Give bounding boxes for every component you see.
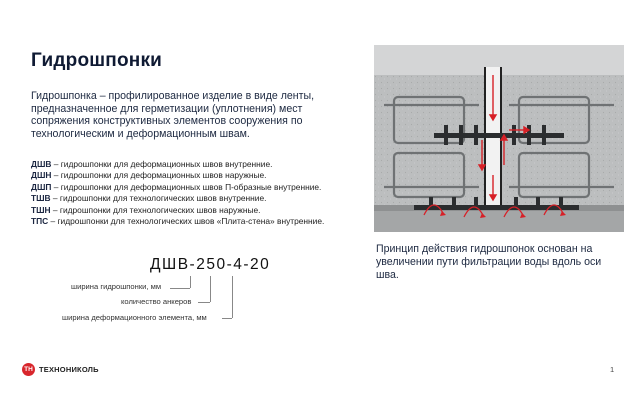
definition-code: ДШП (31, 181, 52, 192)
definition-code: ТШН (31, 204, 51, 215)
waterstop-diagram (374, 45, 624, 232)
definition-item (31, 170, 336, 181)
leader-line (222, 318, 232, 319)
illustration-caption: Принцип действия гидрошпонок основан на увеличении пути фильтрации воды вдоль оси шва. (376, 243, 602, 281)
definition-text: – гидрошпонки для деформационных швов внутренние. (51, 159, 273, 169)
leader-line (198, 302, 210, 303)
leader-line (170, 288, 190, 289)
definition-item (31, 205, 336, 216)
definition-text: – гидрошпонки для технологических швов внутренние. (50, 193, 267, 204)
definition-code: ТШВ (31, 193, 51, 204)
definition-text: – гидрошпонки для технологических швов наружные. (50, 204, 261, 215)
definition-item (31, 193, 336, 204)
page-number: 1 (610, 365, 615, 374)
logo-mark: ТН (22, 363, 35, 376)
leader-line (232, 276, 233, 318)
formula-label-width: ширина гидрошпонки, мм (71, 282, 162, 291)
leader-line (210, 276, 211, 302)
waterstop-illustration (374, 45, 624, 232)
definition-text: – гидрошпонки для деформационных швов П-образные внутренние. (51, 181, 322, 192)
definitions-list (31, 159, 336, 227)
definition-item (31, 159, 336, 170)
brand-logo (22, 363, 99, 376)
definition-text: – гидрошпонки для технологических швов «Плита-стена» внутренние. (48, 216, 325, 227)
page-title: Гидрошпонки (31, 50, 163, 71)
definition-item (31, 216, 336, 227)
marking-formula: ДШВ-250-4-20 (150, 256, 271, 273)
leader-line (190, 276, 191, 288)
definition-code: ДШН (31, 170, 52, 181)
formula-label-anchors: количество анкеров (121, 297, 192, 306)
definition-code: ДШВ (31, 159, 52, 169)
definition-code: ТПС (31, 216, 49, 227)
definition-text: – гидрошпонки для деформационных швов наружные. (51, 170, 267, 181)
intro-paragraph: Гидрошпонка – профилированное изделие в виде ленты, предназначенное для герметизации (уплотнения) мест сопряжения конструктивных элементов сооружения по технологическим и деформационным швам. (31, 90, 315, 140)
formula-label-deformation-width: ширина деформационного элемента, мм (62, 313, 207, 322)
logo-text: ТЕХНОНИКОЛЬ (39, 365, 99, 374)
definition-item (31, 182, 336, 193)
